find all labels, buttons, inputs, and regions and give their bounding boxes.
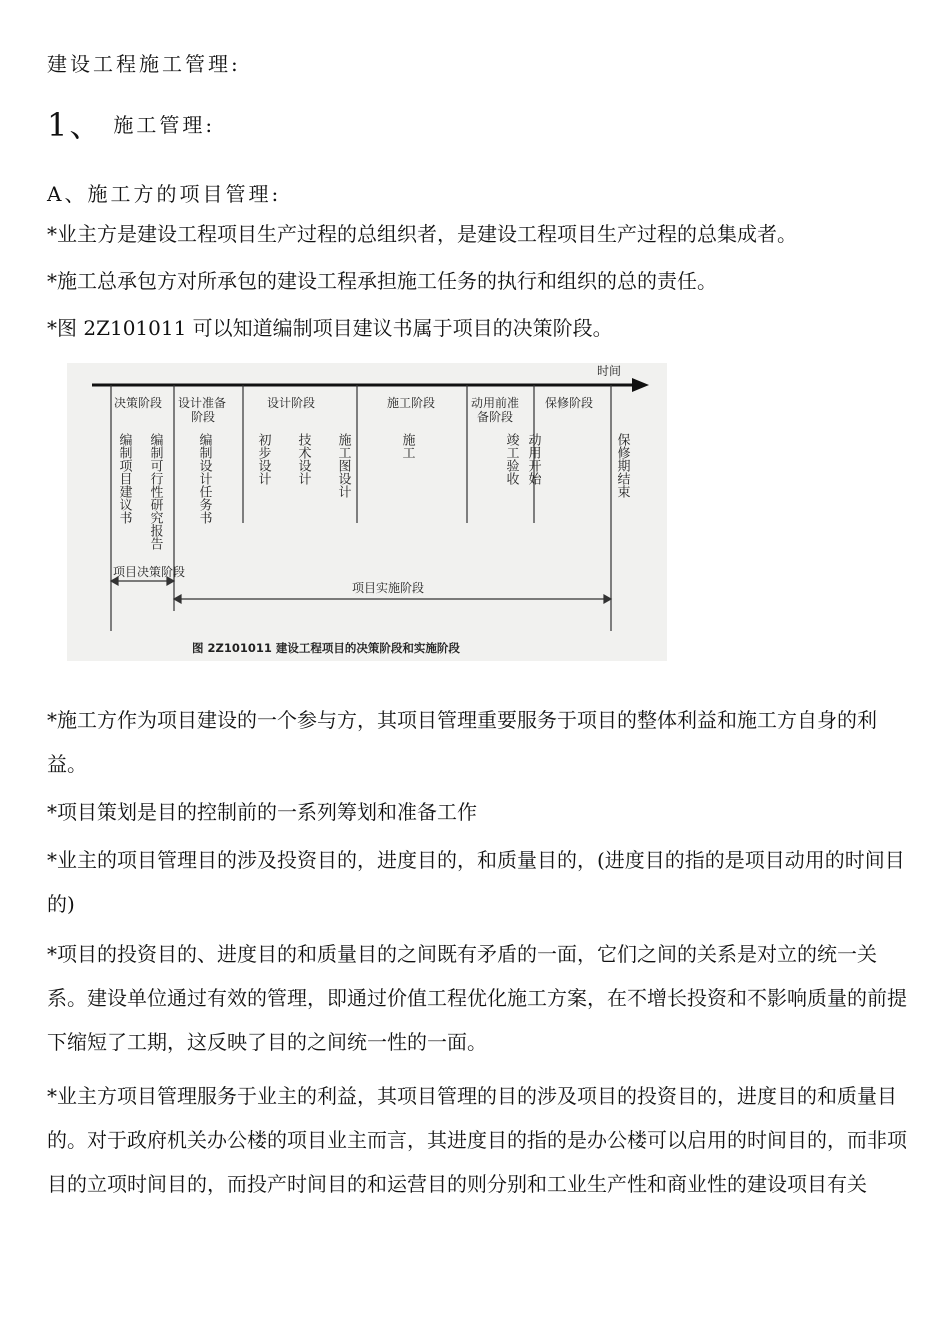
section-label: 施工管理: (113, 113, 216, 137)
stage-design: 设计阶段 (267, 396, 316, 410)
paragraph-figure-ref: *图 2Z101011 可以知道编制项目建议书属于项目的决策阶段。 (47, 316, 613, 340)
stage-construction: 施工阶段 (387, 396, 436, 410)
phase-implementation-label: 项目实施阶段 (352, 581, 425, 595)
stage-design-prep-line1: 设计准备 (178, 396, 227, 410)
task-project-proposal: 编制项目建议书 (116, 433, 132, 524)
main-heading: 建设工程施工管理: (47, 52, 241, 76)
phase-implementation-arrow-left (174, 595, 181, 603)
stage-warranty: 保修阶段 (545, 396, 594, 410)
task-design-brief: 编制设计任务书 (196, 433, 212, 524)
section-number: 1、 (47, 106, 104, 144)
task-technical-design: 技术设计 (295, 433, 311, 485)
paragraph-owner-management: *业主方项目管理服务于业主的利益，其项目管理的目的涉及项目的投资目的，进度目的和质量目的。对于政府机关办公楼的项目业主而言，其进度目的指的是办公楼可以启用的时间目的，而非项目的立项时间目的，而投产时间目的和运营目的则分别和工业生产性和商业性的建设项目有关 (47, 1084, 907, 1196)
time-label: 时间 (597, 364, 622, 378)
paragraph-planning: *项目策划是目的控制前的一系列筹划和准备工作 (47, 800, 477, 824)
task-start-of-use: 动用开始 (525, 433, 541, 485)
task-construction: 施工 (399, 433, 415, 459)
stage-design-prep-line2: 阶段 (191, 410, 216, 424)
stage-pre-use-line2: 备阶段 (477, 410, 514, 424)
stage-pre-use-line1: 动用前准 (471, 396, 520, 410)
phase-implementation-arrow-right (604, 595, 611, 603)
paragraph-owner-objectives: *业主的项目管理目的涉及投资目的，进度目的，和质量目的，(进度目的指的是项目动用的时间目的) (47, 848, 905, 916)
figure-caption: 图 2Z101011 建设工程项目的决策阶段和实施阶段 (192, 641, 460, 655)
paragraph-owner-role: *业主方是建设工程项目生产过程的总组织者，是建设工程项目生产过程的总集成者。 (47, 222, 797, 246)
paragraph-objective-relations: *项目的投资目的、进度目的和质量目的之间既有矛盾的一面，它们之间的关系是对立的统一关系。建设单位通过有效的管理，即通过价值工程优化施工方案，在不增长投资和不影响质量的前提下缩短了工期，这反映了目的之间统一性的一面。 (47, 942, 907, 1054)
phase-decision-label: 项目决策阶段 (113, 565, 186, 579)
stage-diagram (67, 363, 667, 661)
paragraph-contractor-management: *施工方作为项目建设的一个参与方，其项目管理重要服务于项目的整体利益和施工方自身的利益。 (47, 708, 877, 776)
task-feasibility-report: 编制可行性研究报告 (147, 433, 163, 550)
section-heading (47, 100, 907, 146)
timeline-arrowhead (632, 378, 649, 392)
task-completion-acceptance: 竣工验收 (503, 433, 519, 485)
stage-diagram-figure (67, 363, 667, 661)
stage-decision: 决策阶段 (114, 396, 163, 410)
task-preliminary-design: 初步设计 (255, 433, 271, 485)
paragraph-contractor-role: *施工总承包方对所承包的建设工程承担施工任务的执行和组织的总的责任。 (47, 269, 717, 293)
subsection-heading: A、施工方的项目管理: (47, 182, 282, 206)
task-construction-drawing: 施工图设计 (335, 433, 351, 498)
task-warranty-end: 保修期结束 (614, 433, 630, 498)
